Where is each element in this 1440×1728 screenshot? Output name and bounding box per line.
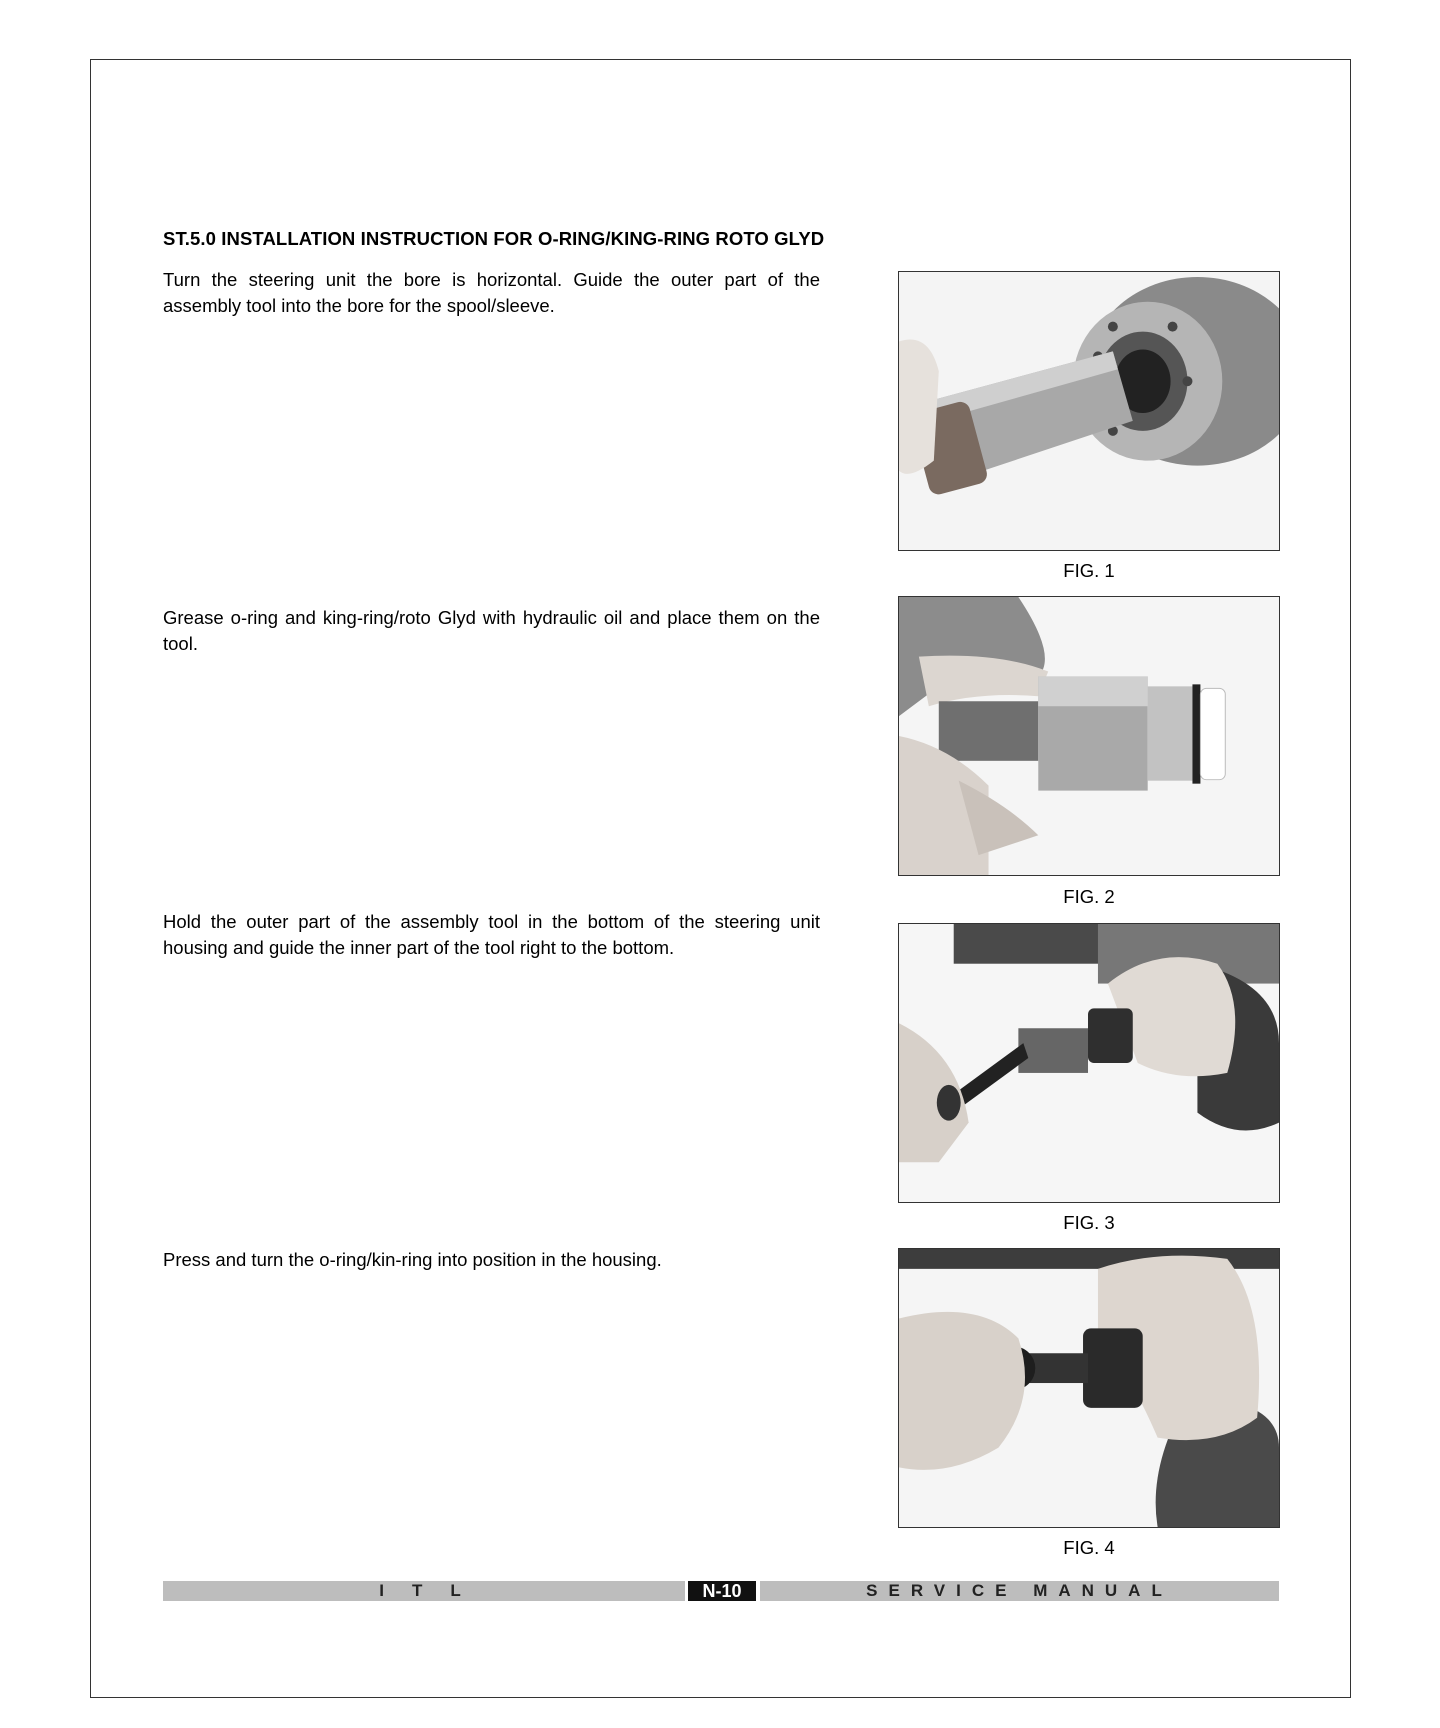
step-2-text: Grease o-ring and king-ring/roto Glyd with hydraulic oil and place them on the tool. (163, 607, 820, 654)
figure-1-photo (898, 271, 1280, 551)
figure-1-caption: FIG. 1 (1063, 560, 1115, 581)
figure-3-caption: FIG. 3 (1063, 1212, 1115, 1233)
step-1-text: Turn the steering unit the bore is horizontal. Guide the outer part of the assembly tool into the bore for the spool/sleeve. (163, 269, 820, 316)
figure-4-photo (898, 1248, 1280, 1528)
section-title: ST.5.0 INSTALLATION INSTRUCTION FOR O-RING/KING-RING ROTO GLYD (163, 228, 825, 249)
figure-2-photo (898, 596, 1280, 876)
step-3-text: Hold the outer part of the assembly tool in the bottom of the steering unit housing and guide the inner part of the tool right to the bottom. (163, 911, 820, 958)
footer-manual-title: SERVICE MANUAL (866, 1581, 1173, 1600)
figure-3-photo (898, 923, 1280, 1203)
page-number: N-10 (688, 1581, 756, 1601)
figure-4-caption: FIG. 4 (1063, 1537, 1115, 1558)
step-4-text: Press and turn the o-ring/kin-ring into position in the housing. (163, 1249, 662, 1270)
footer-company: ITL (379, 1581, 489, 1600)
figure-2-caption: FIG. 2 (1063, 886, 1115, 907)
